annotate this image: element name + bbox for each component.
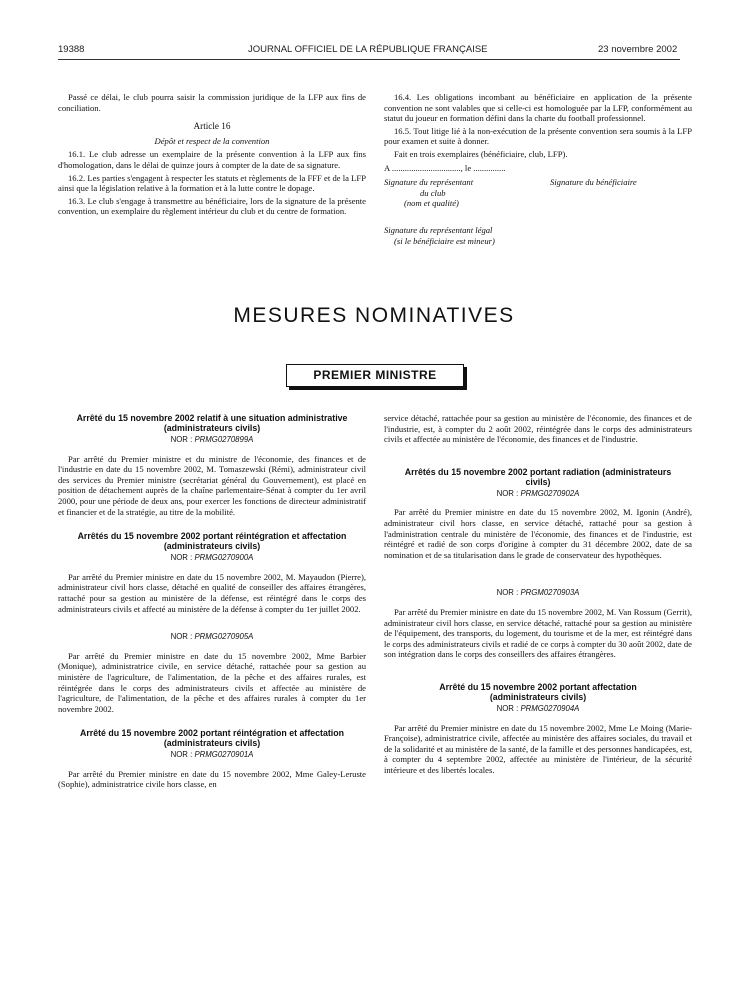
signature-legal-note: (si le bénéficiaire est mineur) <box>394 235 495 246</box>
paragraph-16-5: 16.5. Tout litige lié à la non-exécution de la présente convention sera soumis à la LFP pour examen et suite à donner. <box>384 125 692 147</box>
issue-date: 23 novembre 2002 <box>598 44 678 55</box>
paragraph-16-2: 16.2. Les parties s'engagent à respecter les statuts et règlements de la FFF et de la LFP ainsi que la législation relative à la formation et à la lutte contre le dopage. <box>58 172 366 194</box>
arrete-2b-nor <box>58 632 366 643</box>
paragraph-16-4: 16.4. Les obligations incombant au bénéficiaire en application de la présente convention ne sont valables que si celle-ci est homologuée par la LFP, conformément au statut du joueur en formation défini dans la charte du football professionnel. <box>384 92 692 124</box>
top-right-column <box>384 92 692 246</box>
nor-code: PRMG0270901A <box>194 750 254 760</box>
arrete-1-title: Arrêté du 15 novembre 2002 relatif à une situation administrative (administrateurs civils) <box>76 413 348 433</box>
nor-label: NOR : <box>496 488 519 498</box>
nor-code: PRMG0270900A <box>194 553 254 563</box>
fait-line: Fait en trois exemplaires (bénéficiaire, club, LFP). <box>394 148 568 159</box>
arrete-b2-nor <box>384 704 692 715</box>
arrete-2-text: Par arrêté du Premier ministre en date du 15 novembre 2002, M. Mayaudon (Pierre), administrateur civil hors classe, détaché en qualité de conseiller des affaires étrangères, rattaché pour sa gestion au ministère de la défense, est réintégré dans le corps des administrateurs civils et affecté au ministère de la défense à compter du 1er juillet 2002. <box>58 571 366 614</box>
arrete-b1b-text: Par arrêté du Premier ministre en date du 15 novembre 2002, M. Van Rossum (Gerrit), administrateur civil hors classe, en service détaché, rattaché pour sa gestion au ministère de l'équipement, des transports, du logement, du tourisme et de la mer, est réintégré dans le corps des administrateurs civils et radié de ce corps à compter du 30 août 2002, date de son intégration dans le corps des conseillers des affaires étrangères. <box>384 606 692 660</box>
left-column <box>58 413 366 790</box>
arrete-b1-nor <box>384 489 692 500</box>
arrete-3-nor <box>58 750 366 761</box>
article-title: Article 16 <box>193 121 231 132</box>
intro-paragraph: Passé ce délai, le club pourra saisir la commission juridique de la LFP aux fins de conciliation. <box>58 92 366 113</box>
header-rule <box>58 59 680 60</box>
nor-label: NOR : <box>496 588 519 598</box>
arrete-2-title: Arrêtés du 15 novembre 2002 portant réintégration et affectation (administrateurs civils) <box>77 531 347 552</box>
place-date-line: A ................................, le ............... <box>384 162 506 173</box>
signature-legal-label: Signature du représentant légal <box>384 225 493 236</box>
nor-code: PRMG0270904A <box>520 703 580 713</box>
signature-club-sub: du club <box>420 187 446 198</box>
nor-label: NOR : <box>170 553 193 563</box>
nor-label: NOR : <box>496 703 519 713</box>
signature-beneficiary-label: Signature du bénéficiaire <box>550 177 637 188</box>
signature-club-label: Signature du représentant <box>384 177 474 188</box>
arrete-1-text: Par arrêté du Premier ministre et du ministre de l'économie, des finances et de l'industrie en date du 15 novembre 2002, M. Tomaszewski (Rémi), administrateur civil des services du Premier ministre (secrétariat général du Gouvernement), est placé en position de détachement auprès de la chaîne parlementaire-Sénat à compter du 1er avril 2000, pour une période de deux ans, pour exercer les fonctions de directeur administratif et financier et de la stratégie, au titre de la mobilité. <box>58 453 366 517</box>
section-title: MESURES NOMINATIVES <box>233 304 515 327</box>
arrete-1-nor <box>58 435 366 446</box>
arrete-3-title: Arrêté du 15 novembre 2002 portant réintégration et affectation (administrateurs civils) <box>80 728 344 749</box>
signature-club-note: (nom et qualité) <box>404 197 459 208</box>
nor-code: PRMG0270902A <box>520 488 580 498</box>
article-subtitle: Dépôt et respect de la convention <box>154 135 270 146</box>
journal-title: JOURNAL OFFICIEL DE LA RÉPUBLIQUE FRANÇAISE <box>248 44 488 55</box>
nor-label: NOR : <box>170 750 193 760</box>
arrete-2b-text: Par arrêté du Premier ministre en date du 15 novembre 2002, Mme Barbier (Monique), administratrice civile, en service détaché, rattachée pour sa gestion au ministère de l'agriculture, de l'alimentation, de la pêche et des affaires rurales, est réintégrée dans le corps des administrateurs civils et affectée au ministère de l'agriculture, de l'alimentation, de la pêche et des affaires rurales à compter du 1er novembre 2002. <box>58 650 366 714</box>
nor-code: PRMG0270899A <box>194 435 254 444</box>
nor-label: NOR : <box>170 435 193 444</box>
arrete-b2-text: Par arrêté du Premier ministre en date du 15 novembre 2002, Mme Le Moing (Marie-Françoise), administratrice civile, affectée au ministère des affaires sociales, du travail et de la solidarité et au ministère de la santé, de la famille et des personnes handicapées, est, à compter du 4 septembre 2002, affectée au ministère de l'intérieur, de la sécurité intérieure et des libertés locales. <box>384 722 692 775</box>
arrete-2-nor <box>58 553 366 564</box>
arrete-3-text: Par arrêté du Premier ministre en date du 15 novembre 2002, Mme Galey-Leruste (Sophie), administratrice civile hors classe, en <box>58 768 366 790</box>
top-left-column <box>58 92 366 219</box>
nor-label: NOR : <box>170 632 193 642</box>
arrete-b2-title: Arrêté du 15 novembre 2002 portant affectation (administrateurs civils) <box>439 681 637 702</box>
right-column <box>384 413 692 775</box>
paragraph-16-1: 16.1. Le club adresse un exemplaire de la présente convention à la LFP aux fins d'homologation, dans le délai de quinze jours à compter de la date de sa signature. <box>58 149 366 170</box>
continued-text: service détaché, rattachée pour sa gestion au ministère de l'économie, des finances et de l'industrie, est, à compter du 2 août 2002, réintégrée dans le corps des administrateurs civils et affectée au ministère de l'économie, des finances et de l'industrie. <box>384 413 692 445</box>
arrete-b1-text: Par arrêté du Premier ministre en date du 15 novembre 2002, M. Igonin (André), administrateur civil hors classe, en service détaché, rattaché pour sa gestion à l'administration centrale du ministère de l'économie, des finances et de l'industrie, est réintégré et radié de son corps d'origine à compter du 31 décembre 2002, date de sa nomination et de sa titularisation dans le grade de conservateur des hypothèques. <box>384 507 692 560</box>
nor-code: PRMG0270905A <box>194 632 254 642</box>
arrete-b1b-nor <box>384 588 692 599</box>
paragraph-16-3: 16.3. Le club s'engage à transmettre au bénéficiaire, lors de la signature de la présente convention, un exemplaire du règlement intérieur du club et du centre de formation. <box>58 195 366 217</box>
nor-code: PRGM0270903A <box>520 588 580 598</box>
arrete-b1-title: Arrêtés du 15 novembre 2002 portant radiation (administrateurs civils) <box>404 466 672 487</box>
ministry-box: PREMIER MINISTRE <box>286 364 464 387</box>
page-number: 19388 <box>58 44 85 55</box>
